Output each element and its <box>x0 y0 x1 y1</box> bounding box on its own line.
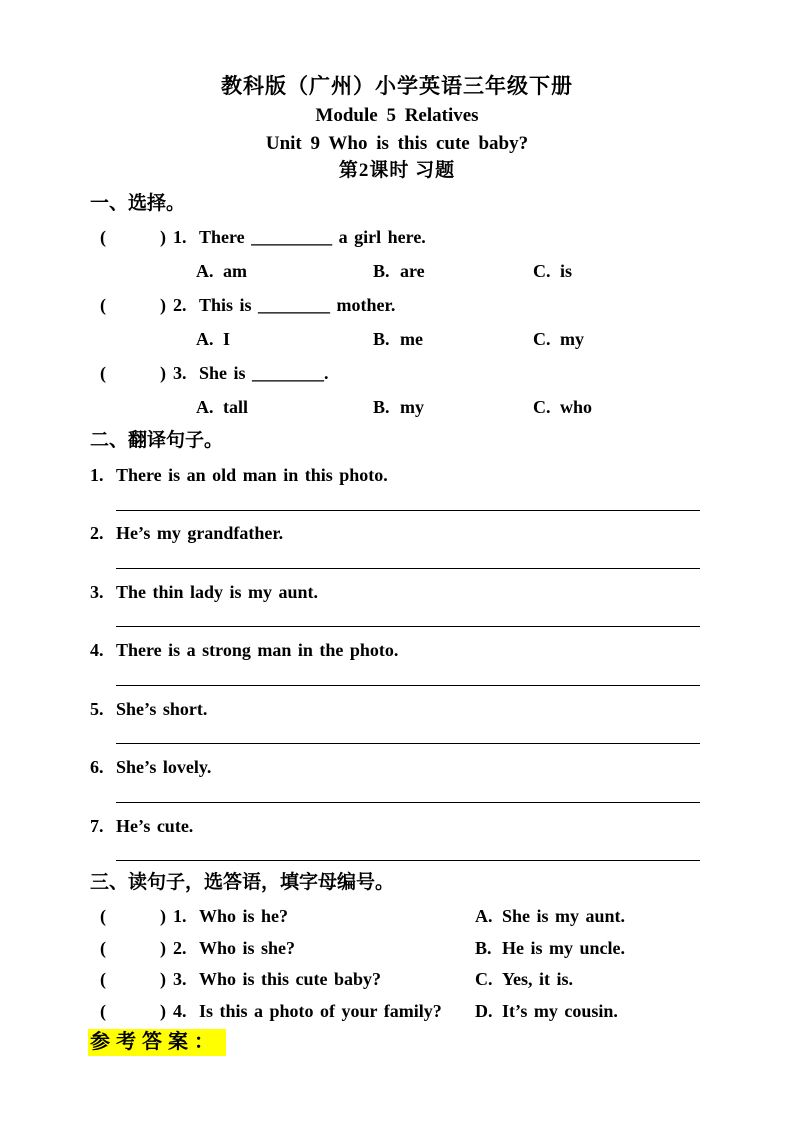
close-paren: ) <box>160 969 166 989</box>
answer-line-6 <box>116 802 700 803</box>
option-b: B. are <box>373 261 425 281</box>
unit-title: Unit 9 Who is this cute baby? <box>265 133 529 154</box>
choice-options-1 <box>0 259 794 283</box>
match-row-1 <box>0 904 794 928</box>
option-c: C. who <box>533 397 593 417</box>
answer-line-4 <box>116 685 700 686</box>
item-text: She’s lovely. <box>116 757 212 777</box>
item-number: 2. <box>90 523 104 543</box>
lesson-title: 第2课时 习题 <box>338 160 456 181</box>
match-question: 1. Who is he? <box>173 906 289 926</box>
option-c: C. is <box>533 261 573 281</box>
translate-item-7 <box>0 814 794 838</box>
option-a: A. am <box>196 261 247 281</box>
item-number: 3. <box>90 582 104 602</box>
match-answer: B. He is my uncle. <box>475 938 625 958</box>
translate-item-2 <box>0 521 794 545</box>
item-text: There is an old man in this photo. <box>116 465 388 485</box>
option-b: B. me <box>373 329 423 349</box>
section-match-heading <box>0 871 794 895</box>
page-title: 教科版（广州）小学英语三年级下册 <box>221 74 573 98</box>
choice-options-3 <box>0 395 794 419</box>
match-row-3 <box>0 967 794 991</box>
question-number: 2. <box>173 295 187 315</box>
answer-line-3 <box>116 626 700 627</box>
item-text: He’s my grandfather. <box>116 523 284 543</box>
close-paren: ) <box>160 906 166 926</box>
match-answer: D. It’s my cousin. <box>475 1001 618 1021</box>
item-text: There is a strong man in the photo. <box>116 640 399 660</box>
translate-item-1 <box>0 463 794 487</box>
section-match-heading-text: 三、读句子，选答语，填字母编号。 <box>90 872 395 893</box>
match-row-4 <box>0 999 794 1023</box>
open-paren: ( <box>100 363 106 383</box>
section-translate-heading <box>0 429 794 453</box>
open-paren: ( <box>100 1001 106 1021</box>
option-c: C. my <box>533 329 584 349</box>
item-text: He’s cute. <box>116 816 194 836</box>
close-paren: ) <box>160 227 166 247</box>
close-paren: ) <box>160 363 166 383</box>
translate-item-4 <box>0 638 794 662</box>
item-number: 1. <box>90 465 104 485</box>
close-paren: ) <box>160 938 166 958</box>
choice-question-1 <box>0 225 794 249</box>
section-choice-heading <box>0 192 794 216</box>
answer-line-7 <box>116 860 700 861</box>
question-text: 2. This is ________ mother. <box>173 295 396 315</box>
option-a: A. I <box>196 329 231 349</box>
item-number: 4. <box>90 640 104 660</box>
match-question: 4. Is this a photo of your family? <box>173 1001 442 1021</box>
translate-item-3 <box>0 580 794 604</box>
item-number: 7. <box>90 816 104 836</box>
option-a: A. tall <box>196 397 248 417</box>
question-text: 1. There _________ a girl here. <box>173 227 426 247</box>
choice-question-2 <box>0 293 794 317</box>
match-question: 3. Who is this cute baby? <box>173 969 382 989</box>
answer-line-1 <box>116 510 700 511</box>
item-text: The thin lady is my aunt. <box>116 582 319 602</box>
question-text: 3. She is ________. <box>173 363 329 383</box>
item-text: She’s short. <box>116 699 208 719</box>
choice-question-3 <box>0 361 794 385</box>
open-paren: ( <box>100 969 106 989</box>
open-paren: ( <box>100 295 106 315</box>
item-number: 5. <box>90 699 104 719</box>
question-number: 1. <box>173 227 187 247</box>
option-b: B. my <box>373 397 424 417</box>
item-number: 6. <box>90 757 104 777</box>
close-paren: ) <box>160 1001 166 1021</box>
answer-line-2 <box>116 568 700 569</box>
choice-options-2 <box>0 327 794 351</box>
section-choice-heading-text: 一、选择。 <box>90 193 186 214</box>
translate-item-5 <box>0 697 794 721</box>
answer-key-row <box>0 1029 794 1057</box>
open-paren: ( <box>100 938 106 958</box>
question-number: 3. <box>173 363 187 383</box>
match-answer: A. She is my aunt. <box>475 906 626 926</box>
module-title: Module 5 Relatives <box>315 105 479 126</box>
open-paren: ( <box>100 906 106 926</box>
match-row-2 <box>0 936 794 960</box>
section-translate-heading-text: 二、翻译句子。 <box>90 430 224 451</box>
close-paren: ) <box>160 295 166 315</box>
answer-key-label: 参考答案： <box>88 1029 226 1056</box>
match-answer: C. Yes, it is. <box>475 969 573 989</box>
translate-item-6 <box>0 755 794 779</box>
match-question: 2. Who is she? <box>173 938 296 958</box>
answer-line-5 <box>116 743 700 744</box>
open-paren: ( <box>100 227 106 247</box>
